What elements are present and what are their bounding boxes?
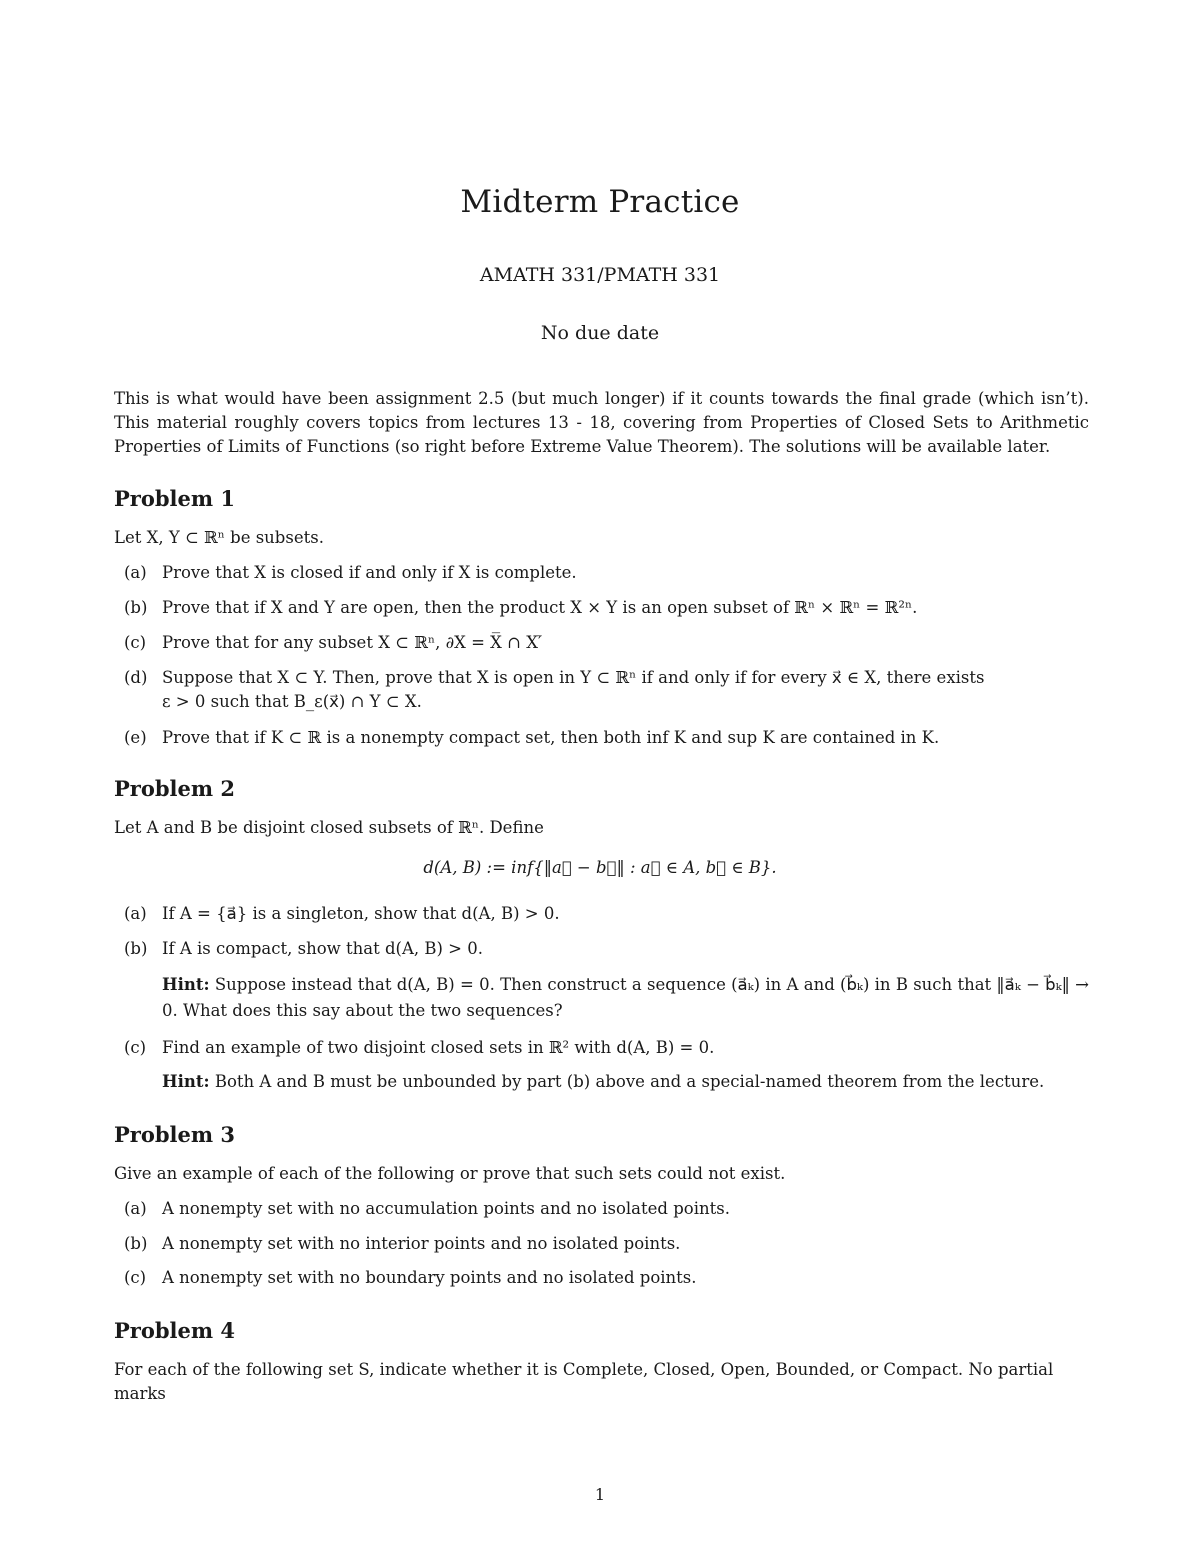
problem-3-lead: Give an example of each of the following or prove that such sets could not exist. bbox=[114, 1164, 786, 1183]
item-label: (d) bbox=[124, 668, 148, 687]
item-label: (b) bbox=[124, 1234, 148, 1253]
problem-2-lead: Let A and B be disjoint closed subsets of ℝⁿ. Define bbox=[114, 818, 544, 837]
problem-2-item-b bbox=[124, 937, 1089, 961]
problem-1-item-d bbox=[124, 666, 1089, 714]
item-label: (b) bbox=[124, 939, 148, 958]
hint-label: Hint: bbox=[162, 1072, 210, 1091]
item-label: (c) bbox=[124, 633, 147, 652]
item-continuation: ε > 0 such that B_ε(x⃗) ∩ Y ⊂ X. bbox=[162, 692, 422, 711]
item-text: Prove that if K ⊂ ℝ is a nonempty compact set, then both inf K and sup K are contained in K. bbox=[162, 728, 940, 747]
item-label: (c) bbox=[124, 1268, 147, 1287]
item-text: Prove that if X and Y are open, then the product X × Y is an open subset of ℝⁿ × ℝⁿ = ℝ²ⁿ. bbox=[162, 598, 918, 617]
problem-4-heading: Problem 4 bbox=[114, 1318, 236, 1343]
item-label: (a) bbox=[124, 1199, 147, 1218]
problem-2-hint-c bbox=[162, 1069, 1089, 1095]
problem-4-lead: For each of the following set S, indicate whether it is Complete, Closed, Open, Bounded, or Compact. No partial marks bbox=[114, 1360, 1054, 1403]
item-text: If A is compact, show that d(A, B) > 0. bbox=[162, 939, 483, 958]
hint-text: Suppose instead that d(A, B) = 0. Then construct a sequence (a⃗ₖ) in A and (b⃗ₖ) in B such that ‖a⃗ₖ − b⃗ₖ‖ → 0. What does this say about the two sequences? bbox=[162, 975, 1089, 1020]
problem-2-item-c bbox=[124, 1036, 1089, 1060]
item-label: (e) bbox=[124, 728, 147, 747]
item-label: (a) bbox=[124, 904, 147, 923]
problem-2-item-a bbox=[124, 902, 1089, 926]
item-label: (b) bbox=[124, 598, 148, 617]
intro-paragraph: This is what would have been assignment 2.5 (but much longer) if it counts towards the final grade (which isn’t). This material roughly covers topics from lectures 13 - 18, covering from Properties of Closed Sets to Arithmetic Properties of Limits of Functions (so right before Extreme Value Theorem). The solutions will be available later. bbox=[114, 389, 1089, 456]
item-label: (a) bbox=[124, 563, 147, 582]
problem-3-item-c bbox=[124, 1266, 1089, 1290]
course-code: AMATH 331/PMATH 331 bbox=[479, 264, 721, 286]
item-text: Find an example of two disjoint closed sets in ℝ² with d(A, B) = 0. bbox=[162, 1038, 715, 1057]
problem-1-item-c bbox=[124, 631, 1089, 655]
item-text: A nonempty set with no interior points and no isolated points. bbox=[162, 1234, 681, 1253]
hint-label: Hint: bbox=[162, 975, 210, 994]
problem-2-hint-b bbox=[162, 972, 1089, 1024]
problem-3-item-a bbox=[124, 1197, 1089, 1221]
document-title: Midterm Practice bbox=[460, 184, 740, 220]
item-text: Prove that X is closed if and only if X is complete. bbox=[162, 563, 577, 582]
item-label: (c) bbox=[124, 1038, 147, 1057]
item-text: A nonempty set with no boundary points and no isolated points. bbox=[162, 1268, 697, 1287]
hint-text: Both A and B must be unbounded by part (b) above and a special-named theorem from the lecture. bbox=[214, 1072, 1045, 1091]
page-number: 1 bbox=[594, 1485, 606, 1504]
problem-1-item-a bbox=[124, 561, 1089, 585]
problem-3-heading: Problem 3 bbox=[114, 1122, 236, 1147]
problem-3-item-b bbox=[124, 1232, 1089, 1256]
problem-1-item-b bbox=[124, 596, 1089, 620]
item-text: A nonempty set with no accumulation points and no isolated points. bbox=[162, 1199, 730, 1218]
item-text: Suppose that X ⊂ Y. Then, prove that X is open in Y ⊂ ℝⁿ if and only if for every x⃗ ∈ X, there exists bbox=[162, 668, 985, 687]
problem-1-lead: Let X, Y ⊂ ℝⁿ be subsets. bbox=[114, 528, 324, 547]
distance-definition: d(A, B) := inf{‖a⃗ − b⃗‖ : a⃗ ∈ A, b⃗ ∈ B}. bbox=[423, 858, 777, 877]
item-text: If A = {a⃗} is a singleton, show that d(A, B) > 0. bbox=[162, 904, 560, 923]
problem-2-heading: Problem 2 bbox=[114, 776, 236, 801]
problem-1-item-e bbox=[124, 726, 1089, 750]
problem-1-heading: Problem 1 bbox=[114, 486, 236, 511]
item-text: Prove that for any subset X ⊂ ℝⁿ, ∂X = X̅ ∩ X′̅ bbox=[162, 633, 542, 652]
due-date: No due date bbox=[540, 322, 660, 344]
